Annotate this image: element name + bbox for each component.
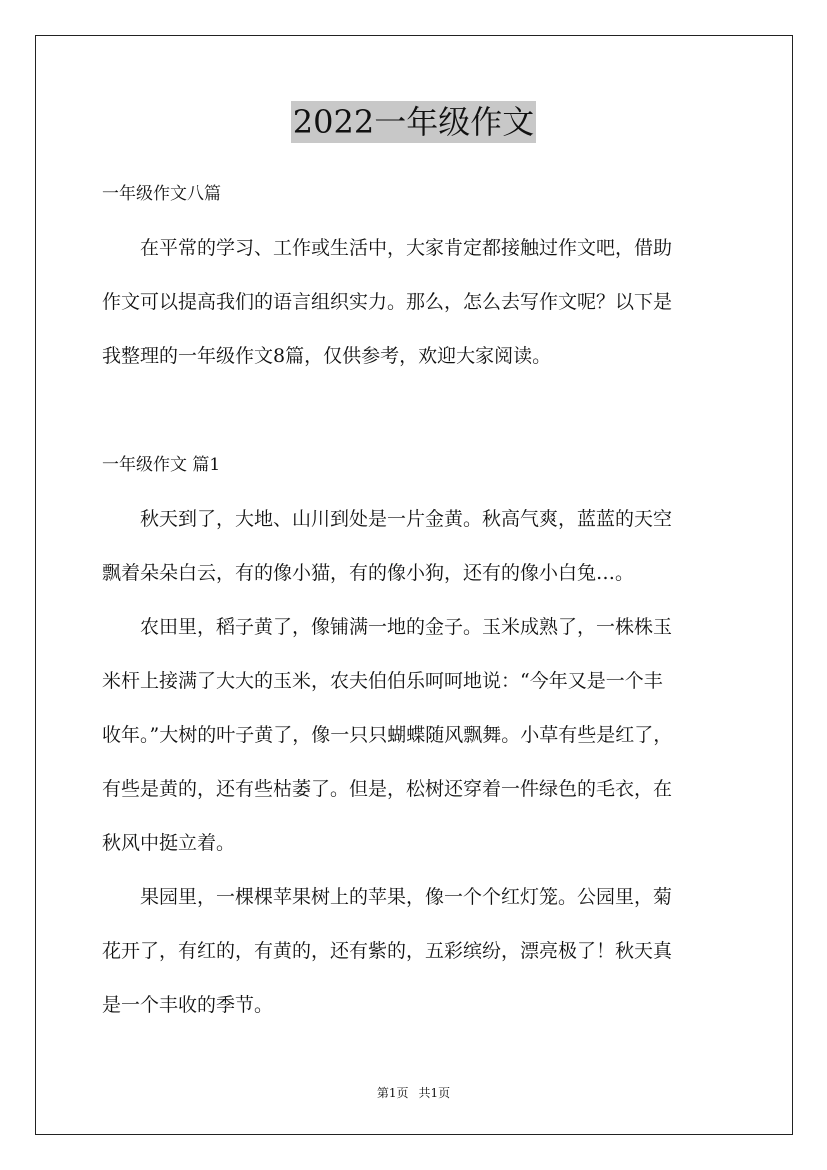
page-total: 共1页 [418, 1086, 451, 1100]
intro-line-2: 作文可以提高我们的语言组织实力。那么，怎么去写作文呢？以下是 [102, 291, 673, 313]
article-line-5: 收年。”大树的叶子黄了，像一只只蝴蝶随风飘舞。小草有些是红了， [102, 724, 673, 746]
intro-line-3: 我整理的一年级作文8篇，仅供参考，欢迎大家阅读。 [102, 345, 552, 367]
article-line-1: 秋天到了，大地、山川到处是一片金黄。秋高气爽，蓝蓝的天空 [140, 508, 673, 530]
page-number: 第1页 [376, 1086, 409, 1100]
article-heading: 一年级作文 篇1 [102, 455, 221, 475]
section-heading: 一年级作文八篇 [102, 184, 221, 204]
article-line-2: 飘着朵朵白云，有的像小猫，有的像小狗，还有的像小白兔…。 [102, 562, 635, 584]
page-footer [0, 1085, 827, 1101]
article-line-9: 花开了，有红的，有黄的，还有紫的，五彩缤纷，漂亮极了！秋天真 [102, 940, 673, 962]
article-line-3: 农田里，稻子黄了，像铺满一地的金子。玉米成熟了，一株株玉 [140, 616, 673, 638]
article-line-6: 有些是黄的，还有些枯萎了。但是，松树还穿着一件绿色的毛衣，在 [102, 778, 673, 800]
article-line-10: 是一个丰收的季节。 [102, 994, 274, 1016]
article-line-7: 秋风中挺立着。 [102, 832, 236, 854]
intro-line-1: 在平常的学习、工作或生活中，大家肯定都接触过作文吧，借助 [140, 237, 673, 259]
title-container [0, 101, 827, 143]
article-line-4: 米杆上接满了大大的玉米，农夫伯伯乐呵呵地说：“今年又是一个丰 [102, 670, 663, 692]
article-line-8: 果园里，一棵棵苹果树上的苹果，像一个个红灯笼。公园里，菊 [140, 886, 673, 908]
document-title: 2022一年级作文 [292, 103, 535, 141]
